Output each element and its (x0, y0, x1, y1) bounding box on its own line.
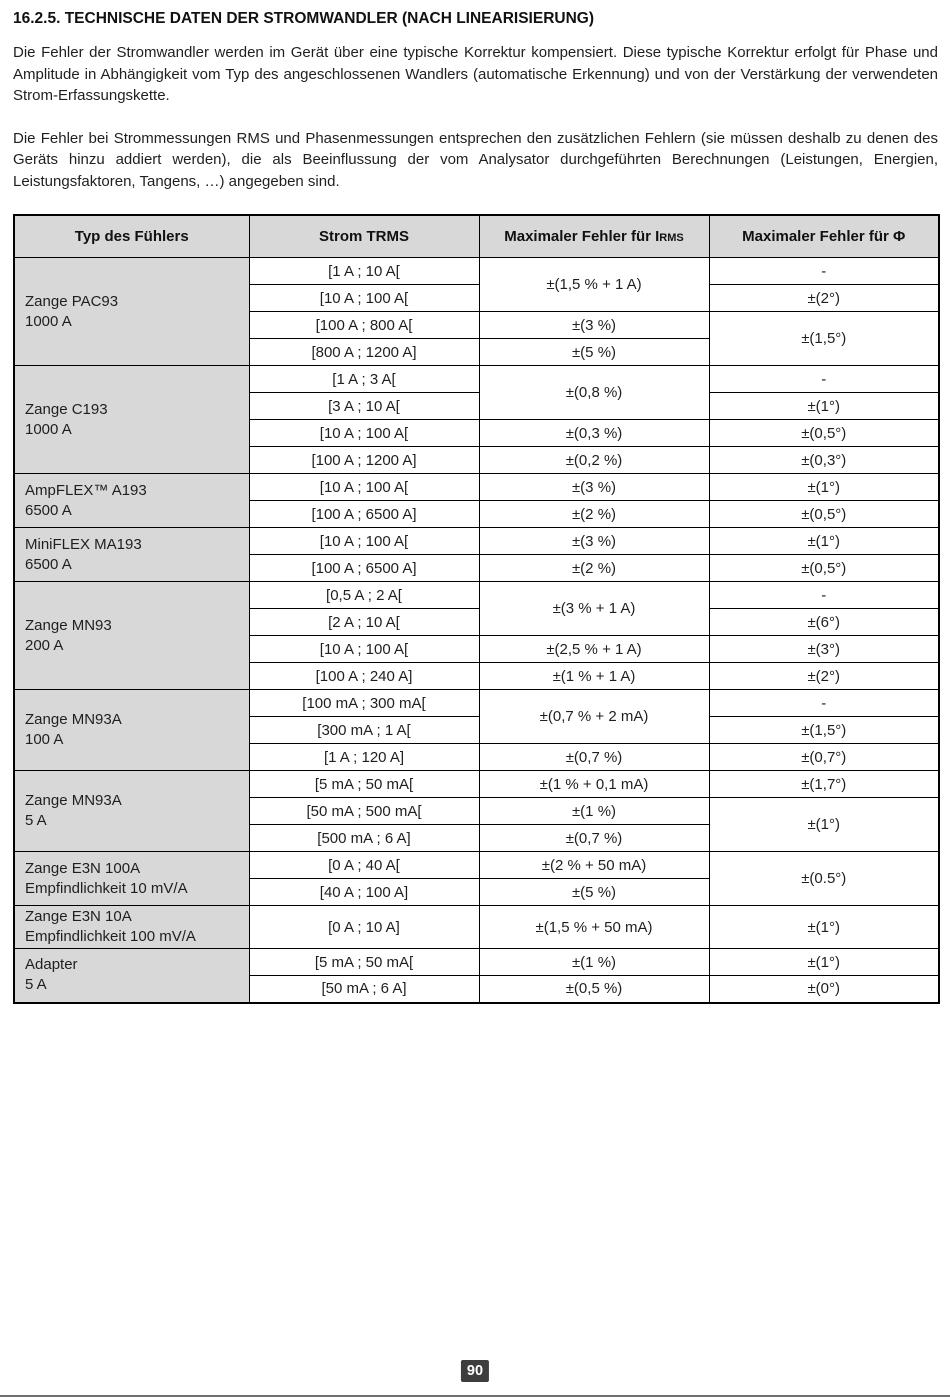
value-cell: ±(6°) (709, 609, 939, 636)
value-cell: ±(1,5 % + 1 A) (479, 258, 709, 312)
value-cell: ±(3 % + 1 A) (479, 582, 709, 636)
value-cell: ±(2°) (709, 285, 939, 312)
value-cell: ±(2 %) (479, 555, 709, 582)
value-cell: ±(1,7°) (709, 771, 939, 798)
value-cell: [0,5 A ; 2 A[ (249, 582, 479, 609)
value-cell: [300 mA ; 1 A[ (249, 717, 479, 744)
table-body (14, 258, 939, 1003)
value-cell: ±(3 %) (479, 312, 709, 339)
sensor-type-cell: Zange E3N 10A Empfindlichkeit 100 mV/A (14, 906, 249, 949)
value-cell: ±(3°) (709, 636, 939, 663)
value-cell: [100 A ; 800 A[ (249, 312, 479, 339)
value-cell: ±(0.5°) (709, 852, 939, 906)
value-cell: [50 mA ; 500 mA[ (249, 798, 479, 825)
sensor-type-cell: Zange MN93A 100 A (14, 690, 249, 771)
value-cell: ±(1,5°) (709, 717, 939, 744)
value-cell: [5 mA ; 50 mA[ (249, 949, 479, 976)
value-cell: ±(0,5 %) (479, 976, 709, 1003)
value-cell: ±(0,7 % + 2 mA) (479, 690, 709, 744)
table-row (14, 771, 939, 798)
column-header: Strom TRMS (249, 215, 479, 258)
intro-paragraph-2: Die Fehler bei Strommessungen RMS und Phasenmessungen entsprechen den zusätzlichen Fehlern (sie müssen deshalb zu denen des Geräts hinzu addiert werden), die als Beeinflussung der vom Analysator durchgeführten Berechnungen (Leistungen, Energien, Leistungsfaktoren, Tangens, …) angegeben sind. (13, 129, 938, 190)
value-cell: ±(2 % + 50 mA) (479, 852, 709, 879)
value-cell: [10 A ; 100 A[ (249, 528, 479, 555)
value-cell: [100 A ; 6500 A] (249, 555, 479, 582)
column-header: Typ des Fühlers (14, 215, 249, 258)
value-cell: ±(0,2 %) (479, 447, 709, 474)
value-cell: ±(0,5°) (709, 555, 939, 582)
table-row (14, 366, 939, 393)
value-cell: ±(1°) (709, 949, 939, 976)
table-row (14, 582, 939, 609)
value-cell: [100 A ; 240 A] (249, 663, 479, 690)
value-cell: ±(0,5°) (709, 501, 939, 528)
column-header: Maximaler Fehler für IRMS (479, 215, 709, 258)
value-cell: ±(2 %) (479, 501, 709, 528)
value-cell: [40 A ; 100 A] (249, 879, 479, 906)
table-row (14, 852, 939, 879)
value-cell: [100 A ; 1200 A] (249, 447, 479, 474)
value-cell: ±(0,8 %) (479, 366, 709, 420)
sensor-type-cell: Zange MN93 200 A (14, 582, 249, 690)
value-cell: [10 A ; 100 A[ (249, 636, 479, 663)
value-cell: ±(0°) (709, 976, 939, 1003)
value-cell: [0 A ; 40 A[ (249, 852, 479, 879)
value-cell: ±(0,3 %) (479, 420, 709, 447)
value-cell: ±(1,5 % + 50 mA) (479, 906, 709, 949)
value-cell: [1 A ; 10 A[ (249, 258, 479, 285)
value-cell: [0 A ; 10 A] (249, 906, 479, 949)
value-cell: ±(1°) (709, 474, 939, 501)
value-cell: ±(1°) (709, 798, 939, 852)
value-cell: [100 mA ; 300 mA[ (249, 690, 479, 717)
value-cell: [10 A ; 100 A[ (249, 474, 479, 501)
value-cell: ±(1 % + 1 A) (479, 663, 709, 690)
table-row (14, 949, 939, 976)
sensor-type-cell: Adapter 5 A (14, 949, 249, 1003)
value-cell: [50 mA ; 6 A] (249, 976, 479, 1003)
table-row (14, 690, 939, 717)
sensor-type-cell: Zange MN93A 5 A (14, 771, 249, 852)
intro-paragraph-1: Die Fehler der Stromwandler werden im Gerät über eine typische Korrektur kompensiert. Diese typische Korrektur erfolgt für Phase und Amplitude in Abhängigkeit vom Typ des angeschlossenen Wandlers (automatische Erkennung) und von der Verstärkung der verwendeten Strom-Erfassungskette. (13, 44, 938, 105)
value-cell: [800 A ; 1200 A] (249, 339, 479, 366)
sensor-type-cell: Zange PAC93 1000 A (14, 258, 249, 366)
table-row (14, 528, 939, 555)
value-cell: [100 A ; 6500 A] (249, 501, 479, 528)
table-row (14, 258, 939, 285)
value-cell: - (709, 582, 939, 609)
value-cell: - (709, 366, 939, 393)
value-cell: ±(3 %) (479, 528, 709, 555)
column-header: Maximaler Fehler für Φ (709, 215, 939, 258)
value-cell: [1 A ; 120 A] (249, 744, 479, 771)
value-cell: ±(2°) (709, 663, 939, 690)
value-cell: ±(1 % + 0,1 mA) (479, 771, 709, 798)
value-cell: [2 A ; 10 A[ (249, 609, 479, 636)
value-cell: ±(1°) (709, 906, 939, 949)
value-cell: ±(3 %) (479, 474, 709, 501)
value-cell: ±(1°) (709, 393, 939, 420)
value-cell: - (709, 258, 939, 285)
value-cell: ±(1 %) (479, 798, 709, 825)
table-row (14, 906, 939, 949)
value-cell: ±(0,7 %) (479, 744, 709, 771)
value-cell: ±(2,5 % + 1 A) (479, 636, 709, 663)
value-cell: - (709, 690, 939, 717)
value-cell: ±(0,7 %) (479, 825, 709, 852)
value-cell: ±(1°) (709, 528, 939, 555)
value-cell: [500 mA ; 6 A] (249, 825, 479, 852)
sensor-type-cell: MiniFLEX MA193 6500 A (14, 528, 249, 582)
value-cell: ±(5 %) (479, 339, 709, 366)
value-cell: [5 mA ; 50 mA[ (249, 771, 479, 798)
value-cell: [10 A ; 100 A[ (249, 285, 479, 312)
value-cell: ±(5 %) (479, 879, 709, 906)
value-cell: [1 A ; 3 A[ (249, 366, 479, 393)
table-header-row (14, 215, 939, 258)
value-cell: [3 A ; 10 A[ (249, 393, 479, 420)
table-row (14, 474, 939, 501)
sensor-type-cell: Zange C193 1000 A (14, 366, 249, 474)
sensor-type-cell: AmpFLEX™ A193 6500 A (14, 474, 249, 528)
section-heading: 16.2.5. TECHNISCHE DATEN DER STROMWANDLER (NACH LINEARISIERUNG) (13, 10, 595, 27)
sensor-type-cell: Zange E3N 100A Empfindlichkeit 10 mV/A (14, 852, 249, 906)
page-number-badge: 90 (461, 1360, 489, 1382)
value-cell: ±(1,5°) (709, 312, 939, 366)
value-cell: ±(1 %) (479, 949, 709, 976)
value-cell: [10 A ; 100 A[ (249, 420, 479, 447)
sensor-data-table (13, 214, 940, 1004)
value-cell: ±(0,3°) (709, 447, 939, 474)
value-cell: ±(0,5°) (709, 420, 939, 447)
value-cell: ±(0,7°) (709, 744, 939, 771)
